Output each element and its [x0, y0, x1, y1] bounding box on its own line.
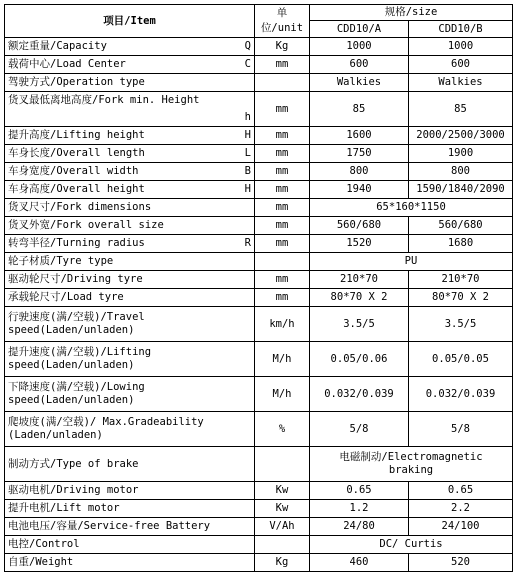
row-value-b: 1680 [409, 235, 513, 253]
spec-header: 规格/size [310, 5, 513, 21]
row-label [5, 38, 255, 56]
model-a-header: CDD10/A [310, 21, 409, 38]
row-label [5, 163, 255, 181]
row-value-a: 85 [310, 92, 409, 127]
spec-table [4, 4, 513, 572]
row-symbol: B [244, 165, 251, 177]
item-header: 项目/Item [5, 5, 255, 38]
row-value-a: Walkies [310, 74, 409, 92]
row-label-text: 载荷中心/Load Center [8, 58, 126, 70]
row-unit: mm [255, 145, 310, 163]
row-value-a: 1000 [310, 38, 409, 56]
row-value-b: 800 [409, 163, 513, 181]
row-value-a: 80*70 X 2 [310, 289, 409, 307]
row-label [5, 56, 255, 74]
row-label [5, 145, 255, 163]
row-label: 自重/Weight [5, 554, 255, 572]
row-value-b: 560/680 [409, 217, 513, 235]
row-label-text: 货叉最低离地高度/Fork min. Height [8, 94, 200, 106]
row-value-a: 560/680 [310, 217, 409, 235]
row-unit: Kg [255, 38, 310, 56]
row-unit: Kw [255, 482, 310, 500]
row-unit: mm [255, 56, 310, 74]
row-unit: M/h [255, 377, 310, 412]
row-label-text: 提升高度/Lifting height [8, 129, 145, 141]
row-value-a: 1750 [310, 145, 409, 163]
row-value-a: 3.5/5 [310, 307, 409, 342]
row-label: 货叉外宽/Fork overall size [5, 217, 255, 235]
row-value-a: 1520 [310, 235, 409, 253]
row-unit: mm [255, 271, 310, 289]
row-unit: mm [255, 127, 310, 145]
row-label: 提升电机/Lift motor [5, 500, 255, 518]
row-symbol: R [244, 237, 251, 249]
row-symbol: Q [244, 40, 251, 52]
row-unit: M/h [255, 342, 310, 377]
row-value-b: 5/8 [409, 412, 513, 447]
row-value-b: 3.5/5 [409, 307, 513, 342]
row-value-b: 600 [409, 56, 513, 74]
row-value-a: 5/8 [310, 412, 409, 447]
row-value-b: 2.2 [409, 500, 513, 518]
row-unit: mm [255, 163, 310, 181]
row-label: 行驶速度(满/空载)/Travel speed(Laden/unladen) [5, 307, 255, 342]
row-value-a: 1.2 [310, 500, 409, 518]
row-value-b: 1000 [409, 38, 513, 56]
row-label [5, 181, 255, 199]
row-unit: mm [255, 289, 310, 307]
row-value-b: 0.65 [409, 482, 513, 500]
unit-header: 单位/unit [255, 5, 310, 38]
row-value-b: 80*70 X 2 [409, 289, 513, 307]
row-value-b: Walkies [409, 74, 513, 92]
row-unit [255, 536, 310, 554]
row-value-span: DC/ Curtis [310, 536, 513, 554]
row-unit: % [255, 412, 310, 447]
row-unit [255, 74, 310, 92]
row-label: 轮子材质/Tyre type [5, 253, 255, 271]
row-label: 爬坡度(满/空载)/ Max.Gradeability (Laden/unladen) [5, 412, 255, 447]
row-value-a: 0.65 [310, 482, 409, 500]
row-unit: mm [255, 92, 310, 127]
row-value-span: PU [310, 253, 513, 271]
row-value-a: 600 [310, 56, 409, 74]
row-symbol: h [244, 111, 251, 123]
row-label: 提升速度(满/空载)/Lifting speed(Laden/unladen) [5, 342, 255, 377]
row-label: 驱动轮尺寸/Driving tyre [5, 271, 255, 289]
row-label [5, 127, 255, 145]
row-value-a: 24/80 [310, 518, 409, 536]
row-symbol: H [244, 183, 251, 195]
row-label [5, 235, 255, 253]
row-label: 驾驶方式/Operation type [5, 74, 255, 92]
row-label: 承载轮尺寸/Load tyre [5, 289, 255, 307]
row-value-span: 65*160*1150 [310, 199, 513, 217]
row-label-text: 车身宽度/Overall width [8, 165, 139, 177]
model-b-header: CDD10/B [409, 21, 513, 38]
row-label: 电池电压/容量/Service-free Battery [5, 518, 255, 536]
row-unit [255, 447, 310, 482]
row-label: 下降速度(满/空载)/Lowing speed(Laden/unladen) [5, 377, 255, 412]
row-label: 驱动电机/Driving motor [5, 482, 255, 500]
row-label: 货叉尺寸/Fork dimensions [5, 199, 255, 217]
row-value-b: 1900 [409, 145, 513, 163]
row-value-b: 2000/2500/3000 [409, 127, 513, 145]
row-unit: mm [255, 235, 310, 253]
row-symbol: C [244, 58, 251, 70]
row-value-a: 1600 [310, 127, 409, 145]
row-value-b: 85 [409, 92, 513, 127]
row-value-b: 520 [409, 554, 513, 572]
row-value-a: 1940 [310, 181, 409, 199]
row-value-a: 0.05/0.06 [310, 342, 409, 377]
row-value-b: 1590/1840/2090 [409, 181, 513, 199]
row-label-text: 转弯半径/Turning radius [8, 237, 145, 249]
row-value-b: 24/100 [409, 518, 513, 536]
row-value-a: 800 [310, 163, 409, 181]
row-label-text: 车身长度/Overall length [8, 147, 145, 159]
row-label-text: 额定重量/Capacity [8, 40, 107, 52]
row-unit: V/Ah [255, 518, 310, 536]
row-value-b: 210*70 [409, 271, 513, 289]
row-label [5, 92, 255, 127]
row-label: 制动方式/Type of brake [5, 447, 255, 482]
row-unit: mm [255, 217, 310, 235]
row-unit [255, 253, 310, 271]
row-label: 电控/Control [5, 536, 255, 554]
row-unit: mm [255, 181, 310, 199]
row-value-span: 电磁制动/Electromagnetic braking [310, 447, 513, 482]
row-unit: km/h [255, 307, 310, 342]
row-value-a: 0.032/0.039 [310, 377, 409, 412]
row-symbol: H [244, 129, 251, 141]
row-label-text: 车身高度/Overall height [8, 183, 145, 195]
row-value-b: 0.05/0.05 [409, 342, 513, 377]
row-value-a: 460 [310, 554, 409, 572]
row-unit: Kw [255, 500, 310, 518]
row-value-b: 0.032/0.039 [409, 377, 513, 412]
row-unit: Kg [255, 554, 310, 572]
row-value-a: 210*70 [310, 271, 409, 289]
row-symbol: L [244, 147, 251, 159]
row-unit: mm [255, 199, 310, 217]
